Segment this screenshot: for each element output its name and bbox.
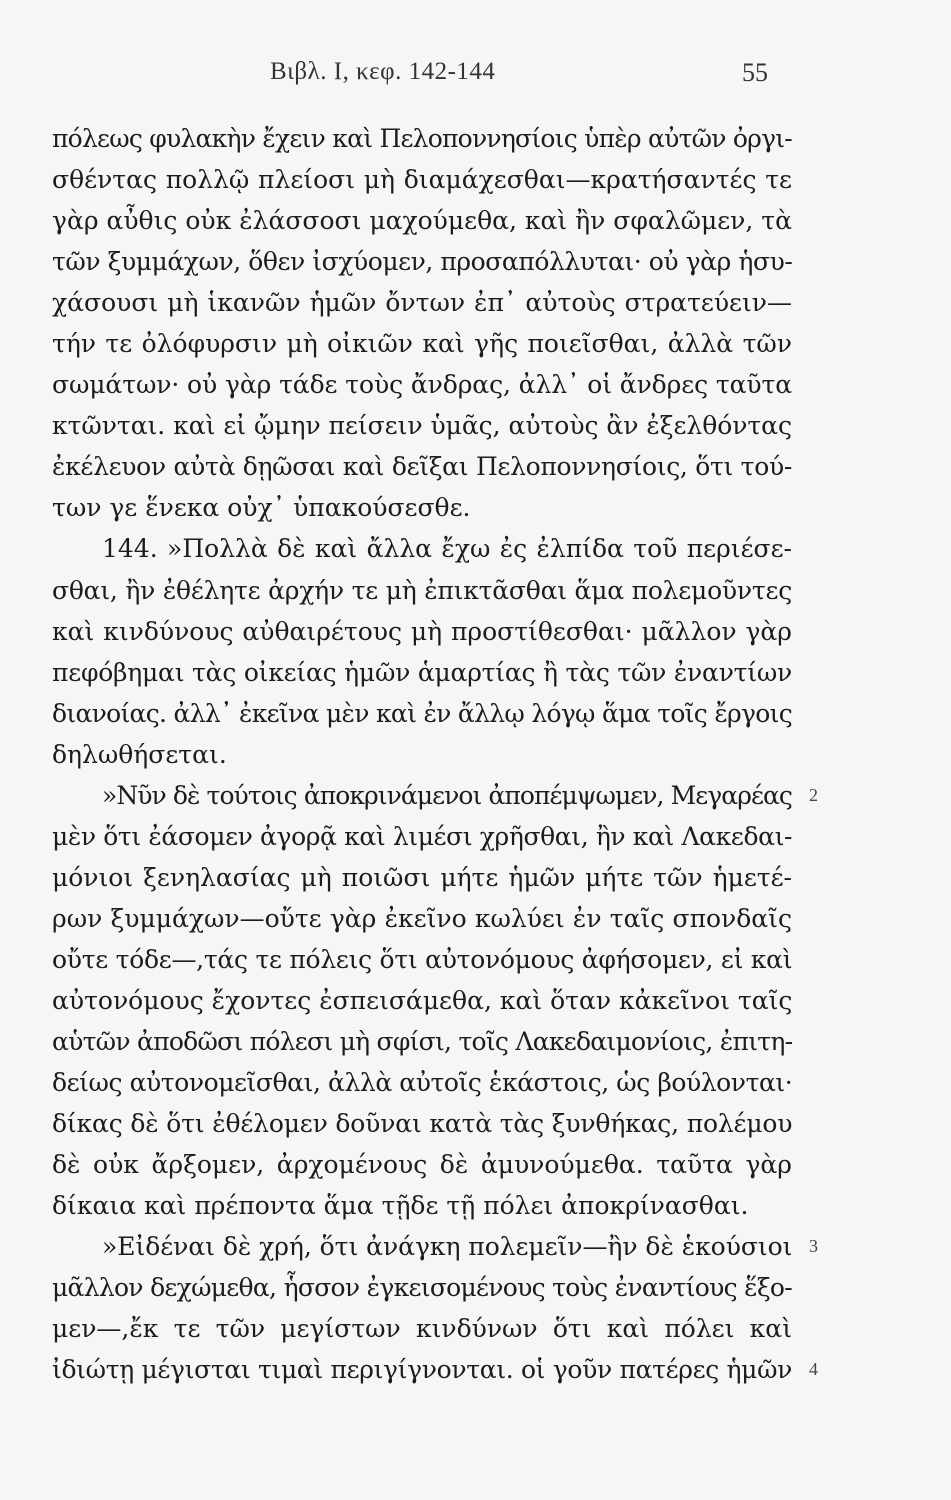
text-line	[52, 364, 792, 405]
text-line-content: μόνιοι ξενηλασίας μὴ ποιῶσι μήτε ἡμῶν μήτε τῶν ἡμετέ-	[52, 862, 792, 892]
text-line-content: ρων ξυμμάχων—οὔτε γὰρ ἐκεῖνο κωλύει ἐν ταῖς σπονδαῖς	[52, 903, 792, 933]
text-line-content: πόλεως φυλακὴν ἔχειν καὶ Πελοποννησίοις ὑπὲρ αὐτῶν ὀργι-	[52, 124, 792, 153]
text-line-content: πεφόβημαι τὰς οἰκείας ἡμῶν ἁμαρτίας ἢ τὰς τῶν ἐναντίων	[52, 657, 792, 687]
text-line	[52, 857, 792, 898]
text-line	[52, 282, 792, 323]
text-line-content: κτῶνται. καὶ εἰ ᾤμην πείσειν ὑμᾶς, αὐτοὺς ἂν ἐξελθόντας	[52, 411, 792, 441]
text-line-content: ἰδιώτῃ μέγισται τιμαὶ περιγίγνονται. οἱ γοῦν πατέρες ἡμῶν	[52, 1355, 792, 1385]
text-line	[52, 1103, 792, 1144]
text-line-content: σωμάτων· οὐ γὰρ τάδε τοὺς ἄνδρας, ἀλλ᾽ οἱ ἄνδρες ταῦτα	[52, 370, 793, 400]
text-line-content: δὲ οὐκ ἄρξομεν, ἀρχομένους δὲ ἀμυνούμεθα. ταῦτα γὰρ	[52, 1150, 792, 1180]
text-line	[52, 200, 792, 241]
text-line	[52, 159, 792, 200]
text-line-content: χάσουσι μὴ ἱκανῶν ἡμῶν ὄντων ἐπ᾽ αὐτοὺς στρατεύειν—	[52, 288, 792, 318]
text-line-content: αὐτονόμους ἔχοντες ἐσπεισάμεθα, καὶ ὅταν κἀκεῖνοι ταῖς	[52, 985, 793, 1015]
text-line-content: δηλωθήσεται.	[52, 739, 227, 769]
text-line-content: τῶν ξυμμάχων, ὅθεν ἰσχύομεν, προσαπόλλυται· οὐ γὰρ ἡσυ-	[52, 247, 793, 277]
text-line	[52, 816, 792, 857]
text-line-content: μὲν ὅτι ἐάσομεν ἀγορᾷ καὶ λιμέσι χρῆσθαι, ἢν καὶ Λακεδαι-	[52, 821, 793, 851]
text-line	[52, 980, 792, 1021]
marginal-section-number: 3	[809, 1236, 818, 1257]
text-line-content: αὑτῶν ἀποδῶσι πόλεσι μὴ σφίσι, τοῖς Λακεδαιμονίοις, ἐπιτη-	[52, 1027, 793, 1057]
text-line-content: 144. »Πολλὰ δὲ καὶ ἄλλα ἔχω ἐς ἐλπίδα τοῦ περιέσε-	[102, 534, 792, 564]
text-line-content: τήν τε ὀλόφυρσιν μὴ οἰκιῶν καὶ γῆς ποιεῖσθαι, ἀλλὰ τῶν	[52, 329, 792, 359]
text-line	[52, 323, 792, 364]
text-line	[52, 528, 792, 569]
text-line	[52, 898, 792, 939]
text-line	[52, 1062, 792, 1103]
text-line	[52, 1144, 792, 1185]
text-line-content: μᾶλλον δεχώμεθα, ἧσσον ἐγκεισομένους τοὺς ἐναντίους ἕξο-	[52, 1273, 792, 1303]
body-text	[52, 118, 818, 1390]
text-line-content: μεν—,ἔκ τε τῶν μεγίστων κινδύνων ὅτι καὶ πόλει καὶ	[52, 1314, 792, 1344]
text-line-content: σθέντας πολλῷ πλείοσι μὴ διαμάχεσθαι—κρατήσαντές τε	[52, 165, 792, 195]
text-line	[52, 775, 818, 816]
text-line-content: »Εἰδέναι δὲ χρή, ὅτι ἀνάγκη πολεμεῖν—ἢν δὲ ἑκούσιοι	[102, 1232, 793, 1262]
text-line	[52, 446, 792, 487]
text-line-content: ἐκέλευον αὐτὰ δῃῶσαι καὶ δεῖξαι Πελοποννησίοις, ὅτι τού-	[52, 452, 792, 482]
text-line	[52, 405, 792, 446]
text-line	[52, 1267, 792, 1308]
text-line	[52, 1226, 818, 1267]
text-line-content: καὶ κινδύνους αὐθαιρέτους μὴ προστίθεσθαι· μᾶλλον γὰρ	[52, 616, 792, 646]
text-line	[52, 652, 792, 693]
text-line-content: δίκας δὲ ὅτι ἐθέλομεν δοῦναι κατὰ τὰς ξυνθήκας, πολέμου	[52, 1109, 793, 1139]
text-line-content: των γε ἕνεκα οὐχ᾽ ὑπακούσεσθε.	[52, 493, 471, 523]
text-line	[52, 570, 792, 611]
text-line	[52, 1185, 792, 1226]
text-line	[52, 118, 792, 159]
text-line	[52, 1308, 792, 1349]
text-line-content: δίκαια καὶ πρέποντα ἅμα τῇδε τῇ πόλει ἀποκρίνασθαι.	[52, 1191, 749, 1221]
text-line	[52, 241, 792, 282]
text-line	[52, 487, 792, 528]
text-line	[52, 693, 792, 734]
text-line-content: σθαι, ἢν ἐθέλητε ἀρχήν τε μὴ ἐπικτᾶσθαι ἅμα πολεμοῦντες	[52, 575, 792, 605]
page-header	[0, 58, 951, 98]
marginal-section-number: 4	[809, 1359, 818, 1380]
text-line-content: δείως αὐτονομεῖσθαι, ἀλλὰ αὐτοῖς ἑκάστοις, ὡς βούλονται·	[52, 1068, 793, 1098]
text-line	[52, 1021, 792, 1062]
text-line-content: διανοίας. ἀλλ᾽ ἐκεῖνα μὲν καὶ ἐν ἄλλῳ λόγῳ ἅμα τοῖς ἔργοις	[52, 698, 792, 728]
text-line-content: οὔτε τόδε—,τάς τε πόλεις ὅτι αὐτονόμους ἀφήσομεν, εἰ καὶ	[52, 944, 793, 974]
text-line	[52, 611, 792, 652]
page-number: 55	[742, 58, 768, 87]
text-line	[52, 734, 792, 775]
text-line-content: »Νῦν δὲ τούτοις ἀποκρινάμενοι ἀποπέμψωμεν, Μεγαρέας	[102, 780, 792, 810]
marginal-section-number: 2	[809, 784, 818, 805]
text-line	[52, 1349, 818, 1390]
text-line	[52, 939, 792, 980]
text-line-content: γὰρ αὖθις οὐκ ἐλάσσοσι μαχούμεθα, καὶ ἢν σφαλῶμεν, τὰ	[52, 206, 792, 236]
running-head: Βιβλ. Ι, κεφ. 142-144	[270, 58, 496, 85]
